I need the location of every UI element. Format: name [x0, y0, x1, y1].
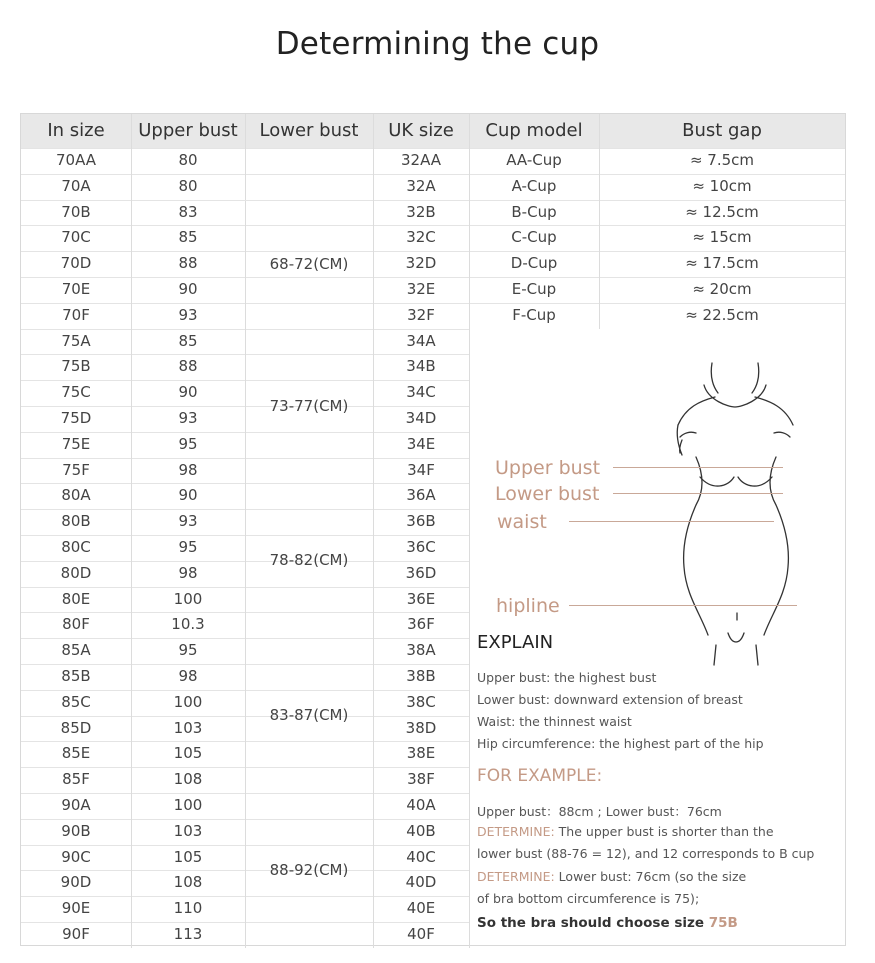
- line-waist: [569, 521, 774, 522]
- cell-upper-bust: 108: [173, 873, 203, 892]
- explain-line-4: Hip circumference: the highest part of the hip: [477, 736, 764, 751]
- cell-in-size: 70D: [60, 254, 92, 273]
- cell-in-size: 70AA: [55, 151, 97, 169]
- conclusion-size: 75B: [708, 915, 738, 931]
- cell-uk-size: 36E: [406, 589, 436, 608]
- cell-upper-bust: 100: [173, 796, 203, 814]
- body-silhouette-icon: [600, 345, 830, 675]
- cell-upper-bust: 93: [178, 409, 198, 427]
- cell-upper-bust: 85: [178, 228, 198, 247]
- cell-uk-size: 34E: [406, 434, 436, 453]
- column-divider: [131, 114, 132, 948]
- cell-in-size: 85E: [61, 744, 91, 763]
- header-uk-size: UK size: [388, 120, 454, 141]
- explain-line-2: Lower bust: downward extension of breast: [477, 692, 743, 707]
- cell-uk-size: 40B: [406, 821, 436, 840]
- cell-in-size: 70A: [61, 176, 91, 195]
- cell-upper-bust: 83: [178, 202, 198, 221]
- cell-uk-size: 38B: [406, 667, 436, 685]
- cell-upper-bust: 103: [173, 718, 203, 737]
- cell-upper-bust: 105: [173, 847, 203, 866]
- header-bust-gap: Bust gap: [682, 120, 762, 141]
- cell-lower-bust: 73-77(CM): [269, 396, 349, 415]
- cell-uk-size: 32B: [406, 202, 436, 221]
- row-divider: [245, 200, 373, 201]
- cell-upper-bust: 80: [178, 176, 198, 195]
- cell-in-size: 75A: [61, 331, 91, 350]
- cell-uk-size: 34B: [406, 357, 436, 376]
- determine-line-3: [477, 869, 746, 884]
- cell-upper-bust: 113: [173, 925, 203, 943]
- cell-in-size: 90C: [61, 847, 91, 866]
- cell-upper-bust: 108: [173, 770, 203, 789]
- header-in-size: In size: [47, 120, 105, 141]
- cell-in-size: 80D: [60, 563, 92, 582]
- cell-uk-size: 32A: [406, 176, 436, 195]
- cell-in-size: 90E: [61, 899, 91, 918]
- cell-in-size: 85C: [61, 692, 91, 711]
- cell-in-size: 90D: [60, 873, 92, 892]
- cell-upper-bust: 90: [178, 486, 198, 505]
- cell-in-size: 70B: [61, 202, 91, 221]
- cell-uk-size: 34C: [406, 383, 436, 402]
- determine-text-2: Lower bust: 76cm (so the size: [558, 869, 747, 884]
- conclusion-text: So the bra should choose size: [477, 915, 705, 931]
- table-header: [21, 114, 845, 148]
- cell-upper-bust: 85: [178, 331, 198, 350]
- cell-in-size: 75E: [61, 434, 91, 453]
- cell-lower-bust: 88-92(CM): [269, 861, 349, 879]
- cell-bust-gap: ≈ 15cm: [692, 228, 752, 247]
- cell-in-size: 85F: [62, 770, 90, 789]
- cell-bust-gap: ≈ 17.5cm: [685, 254, 759, 273]
- cell-lower-bust: 83-87(CM): [269, 706, 349, 725]
- cell-in-size: 70F: [62, 305, 90, 324]
- cell-uk-size: 36B: [406, 512, 436, 531]
- cell-in-size: 75F: [62, 460, 90, 479]
- cell-bust-gap: ≈ 10cm: [692, 176, 752, 195]
- page-title: Determining the cup: [275, 26, 600, 62]
- determine-text-1: The upper bust is shorter than the: [558, 824, 774, 839]
- cell-lower-bust: 78-82(CM): [269, 551, 349, 570]
- cell-in-size: 80A: [61, 486, 91, 505]
- cell-uk-size: 36A: [406, 486, 436, 505]
- determine-label-2: DETERMINE:: [477, 869, 555, 884]
- cell-bust-gap: ≈ 7.5cm: [689, 151, 755, 169]
- header-lower-bust: Lower bust: [259, 120, 359, 141]
- cell-cup-model: B-Cup: [511, 202, 557, 221]
- cell-uk-size: 32C: [406, 228, 436, 247]
- column-divider: [599, 114, 600, 329]
- cell-uk-size: 38A: [406, 641, 436, 660]
- cell-uk-size: 32D: [405, 254, 437, 273]
- cell-in-size: 80F: [62, 615, 90, 634]
- cell-uk-size: 34F: [407, 460, 435, 479]
- determine-line-2: lower bust (88-76 = 12), and 12 corresponds to B cup: [477, 846, 815, 861]
- cell-in-size: 75C: [61, 383, 91, 402]
- header-cup-model: Cup model: [485, 120, 583, 141]
- cell-uk-size: 38C: [406, 692, 436, 711]
- determine-label-1: DETERMINE:: [477, 824, 555, 839]
- cell-uk-size: 32F: [407, 305, 435, 324]
- example-line: Upper bust：88cm ; Lower bust：76cm: [477, 804, 722, 819]
- cell-cup-model: AA-Cup: [506, 151, 562, 169]
- line-upper-bust: [613, 467, 783, 468]
- cell-upper-bust: 110: [173, 899, 203, 918]
- cell-cup-model: D-Cup: [510, 254, 558, 273]
- cell-in-size: 70E: [61, 280, 91, 298]
- cell-in-size: 85D: [60, 718, 92, 737]
- cell-bust-gap: ≈ 12.5cm: [685, 202, 759, 221]
- header-upper-bust: Upper bust: [138, 120, 238, 141]
- cell-uk-size: 40E: [406, 899, 436, 918]
- cell-uk-size: 32E: [406, 280, 436, 298]
- cell-upper-bust: 95: [178, 434, 198, 453]
- label-waist: waist: [497, 511, 547, 533]
- cell-upper-bust: 98: [178, 460, 198, 479]
- cell-in-size: 80B: [61, 512, 91, 531]
- cell-uk-size: 34A: [406, 331, 436, 350]
- cell-upper-bust: 88: [178, 357, 198, 376]
- cell-bust-gap: ≈ 22.5cm: [685, 305, 759, 324]
- label-upper-bust: Upper bust: [495, 457, 601, 479]
- cell-upper-bust: 80: [178, 151, 198, 169]
- cell-in-size: 80C: [61, 538, 91, 556]
- example-title: FOR EXAMPLE:: [477, 766, 603, 786]
- cell-upper-bust: 90: [178, 383, 198, 402]
- cell-upper-bust: 88: [178, 254, 198, 273]
- explain-line-3: Waist: the thinnest waist: [477, 714, 632, 729]
- cell-cup-model: A-Cup: [511, 176, 557, 195]
- cell-uk-size: 36C: [406, 538, 436, 556]
- cell-upper-bust: 98: [178, 563, 198, 582]
- cell-bust-gap: ≈ 20cm: [692, 280, 752, 298]
- cell-upper-bust: 93: [178, 305, 198, 324]
- cell-in-size: 75B: [61, 357, 91, 376]
- line-hipline: [569, 605, 797, 606]
- cell-upper-bust: 103: [173, 821, 203, 840]
- cell-uk-size: 38E: [406, 744, 436, 763]
- cell-upper-bust: 95: [178, 641, 198, 660]
- cell-in-size: 90B: [61, 821, 91, 840]
- explain-line-1: Upper bust: the highest bust: [477, 670, 657, 685]
- explain-title: EXPLAIN: [477, 632, 554, 653]
- cell-uk-size: 38D: [405, 718, 437, 737]
- cell-uk-size: 40D: [405, 873, 437, 892]
- cell-in-size: 90F: [62, 925, 90, 943]
- cell-in-size: 70C: [61, 228, 91, 247]
- column-divider: [373, 114, 374, 948]
- cell-cup-model: C-Cup: [511, 228, 557, 247]
- cell-upper-bust: 100: [173, 692, 203, 711]
- cell-in-size: 85A: [61, 641, 91, 660]
- column-divider: [245, 114, 246, 948]
- determine-line-4: of bra bottom circumference is 75);: [477, 891, 700, 906]
- label-hipline: hipline: [496, 595, 560, 617]
- cell-upper-bust: 90: [178, 280, 198, 298]
- cell-uk-size: 40A: [406, 796, 436, 814]
- cell-in-size: 85B: [61, 667, 91, 685]
- determine-line-1: [477, 824, 774, 839]
- cell-upper-bust: 100: [173, 589, 203, 608]
- cell-in-size: 90A: [61, 796, 91, 814]
- cell-cup-model: F-Cup: [512, 305, 556, 324]
- line-lower-bust: [613, 493, 783, 494]
- cell-uk-size: 36F: [407, 615, 435, 634]
- cell-upper-bust: 95: [178, 538, 198, 556]
- cell-upper-bust: 105: [173, 744, 203, 763]
- label-lower-bust: Lower bust: [495, 483, 600, 505]
- cell-uk-size: 40C: [406, 847, 436, 866]
- cell-upper-bust: 98: [178, 667, 198, 685]
- cell-uk-size: 32AA: [400, 151, 442, 169]
- cell-uk-size: 34D: [405, 409, 437, 427]
- column-divider: [469, 114, 470, 948]
- cell-cup-model: E-Cup: [511, 280, 557, 298]
- cell-uk-size: 38F: [407, 770, 435, 789]
- cell-upper-bust: 93: [178, 512, 198, 531]
- cell-in-size: 80E: [61, 589, 91, 608]
- cell-lower-bust: 68-72(CM): [269, 254, 349, 273]
- cell-in-size: 75D: [60, 409, 92, 427]
- cell-uk-size: 36D: [405, 563, 437, 582]
- cell-upper-bust: 10.3: [171, 615, 205, 634]
- cell-uk-size: 40F: [407, 925, 435, 943]
- conclusion-line: [477, 915, 738, 931]
